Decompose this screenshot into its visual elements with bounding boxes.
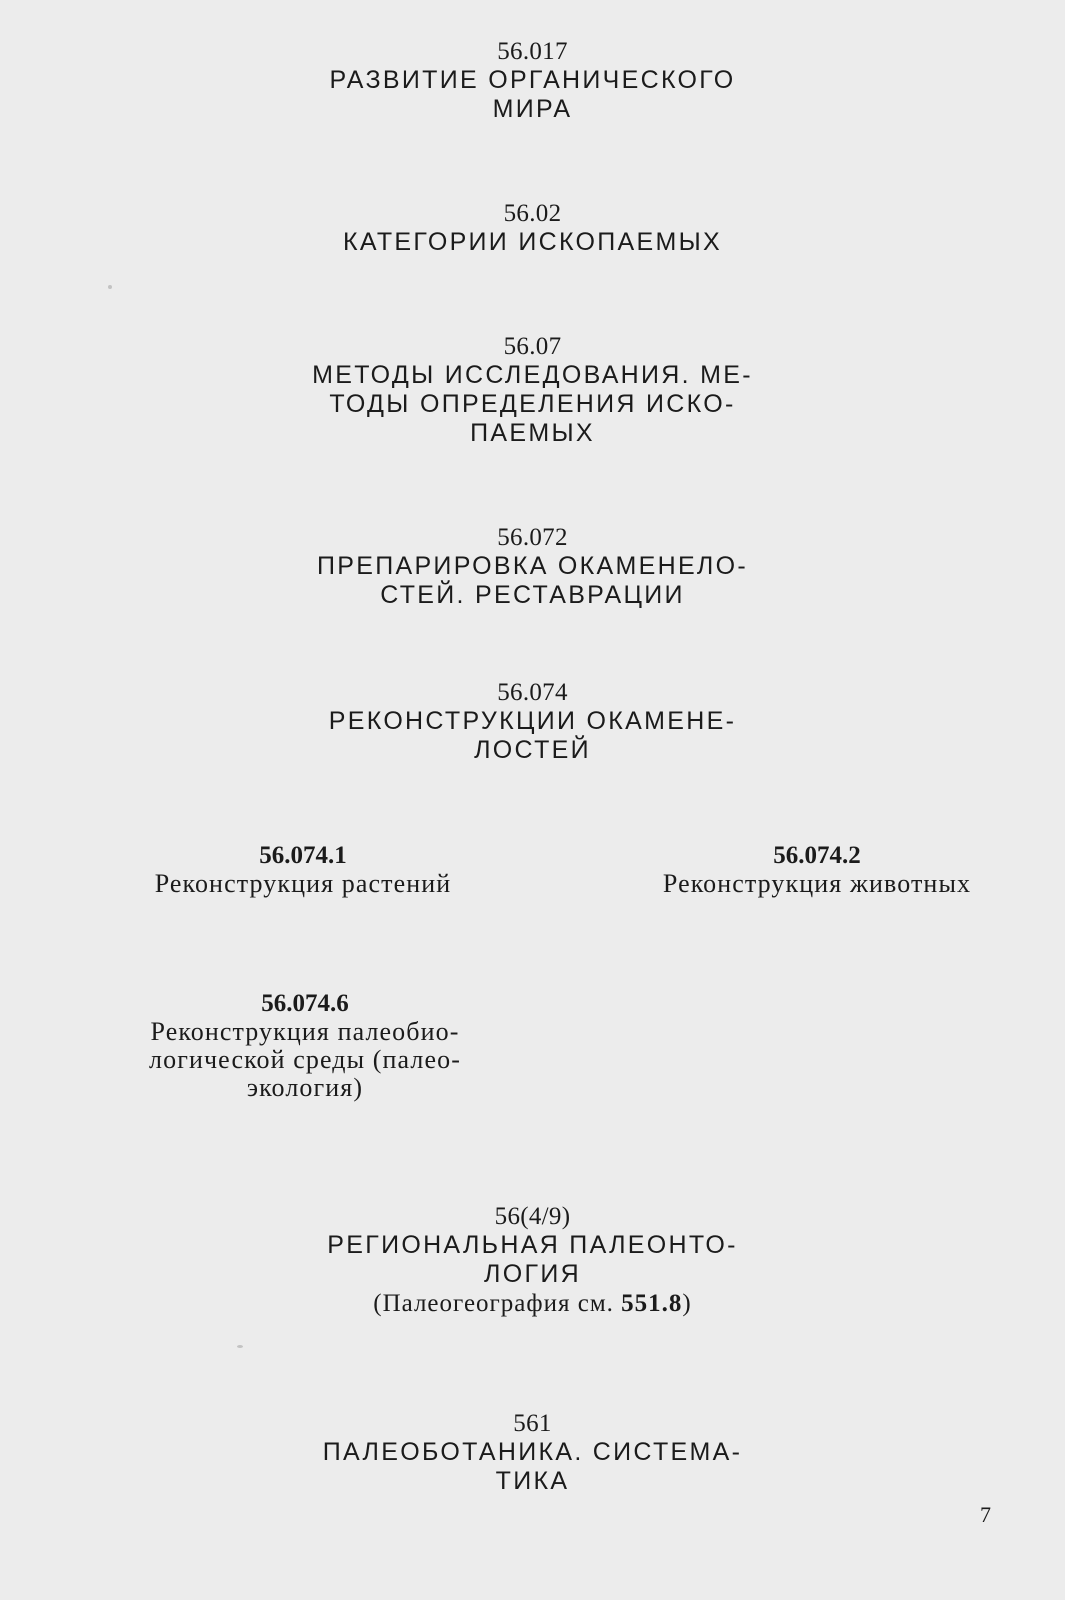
section-56-07 bbox=[210, 333, 855, 448]
page-number: 7 bbox=[980, 1502, 991, 1527]
heading-line: МЕТОДЫ ИССЛЕДОВАНИЯ. МЕ- bbox=[312, 361, 753, 389]
heading-line: РЕГИОНАЛЬНАЯ ПАЛЕОНТО- bbox=[327, 1231, 738, 1259]
section-regional bbox=[210, 1203, 855, 1319]
section-code: 56.074 bbox=[497, 679, 568, 706]
subsection-title bbox=[95, 1018, 515, 1102]
section-56-02 bbox=[210, 200, 855, 257]
heading-line: ТИКА bbox=[495, 1467, 570, 1495]
paper-speck bbox=[108, 285, 112, 289]
note-prefix: (Палеогеография см. bbox=[373, 1290, 614, 1317]
title-line: экология) bbox=[246, 1073, 364, 1102]
note-suffix: ) bbox=[682, 1290, 692, 1317]
section-heading bbox=[210, 66, 855, 124]
title-line: Реконструкция палеобио- bbox=[150, 1017, 460, 1046]
heading-line: МИРА bbox=[492, 95, 573, 123]
section-heading bbox=[210, 228, 855, 257]
subsection-code: 56.074.1 bbox=[259, 842, 347, 869]
heading-line: ПАЕМЫХ bbox=[470, 419, 595, 447]
paper-speck bbox=[237, 1345, 243, 1348]
subsection-56-074-6 bbox=[95, 990, 515, 1102]
section-heading bbox=[210, 1438, 855, 1496]
heading-line: ЛОГИЯ bbox=[484, 1260, 581, 1288]
section-code: 561 bbox=[513, 1410, 552, 1437]
subsection-title bbox=[93, 870, 513, 898]
section-56-017 bbox=[210, 38, 855, 124]
heading-line: ТОДЫ ОПРЕДЕЛЕНИЯ ИСКО- bbox=[329, 390, 736, 418]
heading-line: ПРЕПАРИРОВКА ОКАМЕНЕЛО- bbox=[316, 552, 749, 580]
title-line: Реконструкция животных bbox=[662, 869, 972, 898]
heading-line: РАЗВИТИЕ ОРГАНИЧЕСКОГО bbox=[329, 66, 736, 94]
section-heading bbox=[210, 1231, 855, 1289]
heading-line: ЛОСТЕЙ bbox=[474, 736, 591, 764]
subsection-code: 56.074.2 bbox=[773, 842, 861, 869]
section-heading bbox=[210, 552, 855, 610]
title-line: логической среды (палео- bbox=[149, 1045, 461, 1074]
section-code: 56.07 bbox=[503, 333, 562, 360]
subsection-code: 56.074.6 bbox=[261, 990, 349, 1017]
heading-line: РЕКОНСТРУКЦИИ ОКАМЕНЕ- bbox=[328, 707, 737, 735]
section-heading bbox=[210, 707, 855, 765]
section-code: 56.017 bbox=[497, 38, 568, 65]
heading-line: СТЕЙ. РЕСТАВРАЦИИ bbox=[380, 581, 685, 609]
title-line: Реконструкция растений bbox=[154, 869, 452, 898]
note-reference-code: 551.8 bbox=[621, 1290, 683, 1317]
subsection-56-074-2 bbox=[607, 842, 1027, 898]
section-code: 56.02 bbox=[503, 200, 562, 227]
section-code: 56(4/9) bbox=[494, 1203, 571, 1230]
section-56-072 bbox=[210, 524, 855, 610]
heading-line: КАТЕГОРИИ ИСКОПАЕМЫХ bbox=[342, 228, 723, 256]
heading-line: ПАЛЕОБОТАНИКА. СИСТЕМА- bbox=[322, 1438, 743, 1466]
subsection-title bbox=[607, 870, 1027, 898]
subsection-56-074-1 bbox=[93, 842, 513, 898]
cross-reference-note bbox=[210, 1289, 855, 1319]
section-56-074 bbox=[210, 679, 855, 765]
section-heading bbox=[210, 361, 855, 448]
section-code: 56.072 bbox=[497, 524, 568, 551]
section-561 bbox=[210, 1410, 855, 1496]
